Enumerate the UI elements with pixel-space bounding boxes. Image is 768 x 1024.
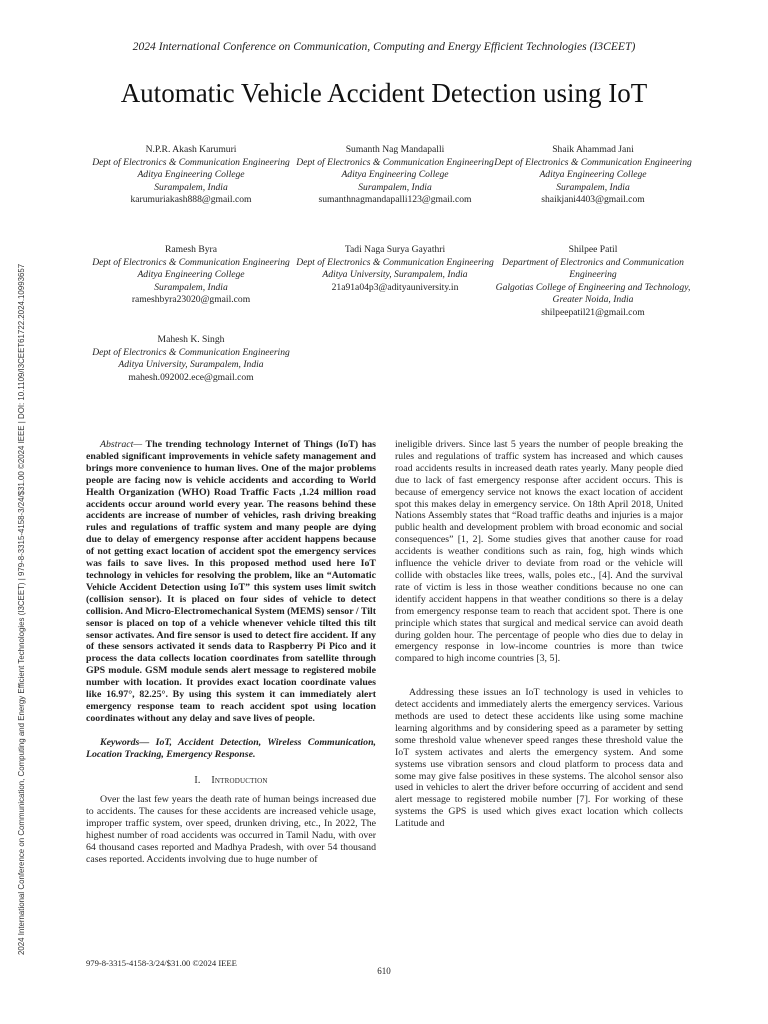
abstract-lead: Abstract—	[100, 439, 143, 450]
author-dept: Dept of Electronics & Communication Engineering	[92, 156, 290, 168]
author-block	[488, 144, 698, 207]
footer-copyright: 979-8-3315-4158-3/24/$31.00 ©2024 IEEE	[86, 958, 237, 968]
author-name: Tadi Naga Surya Gayathri	[344, 244, 446, 255]
conference-header: 2024 International Conference on Communication, Computing and Energy Efficient Technologies (I3CEET)	[132, 40, 636, 53]
author-email: 21a91a04p3@adityauniversity.in	[331, 281, 459, 293]
author-name: N.P.R. Akash Karumuri	[145, 144, 237, 155]
body-paragraph: Addressing these issues an IoT technology is used in vehicles to detect accidents and immediately alerts the emergency services. Various methods are used to detect these accidents like using some machine learning algorithms and by considering speed as a parameter by setting some threshold value whenever speed ranges these threshold value the IoT system activates and alerts the emergency system. And some systems use vibration sensors and cloud platform to process data and some may give false positives in these systems. The alcohol sensor also used in vehicles to alert the driver before occurring of accident and send alert message to registered mobile number [7]. For working of these systems the GPS is used which gives exact location which collects Latitude and	[395, 687, 683, 830]
author-email: shaikjani4403@gmail.com	[541, 194, 645, 206]
author-dept: Dept of Electronics & Communication Engineering	[296, 156, 494, 168]
author-org: Aditya University, Surampalem, India	[118, 359, 264, 371]
section-heading	[86, 775, 376, 787]
author-block	[488, 244, 698, 320]
author-name: Sumanth Nag Mandapalli	[345, 144, 445, 155]
author-dept: Department of Electronics and Communication Engineering	[502, 256, 684, 281]
author-email: karumuriakash888@gmail.com	[130, 194, 252, 206]
author-location: Surampalem, India	[154, 181, 228, 193]
author-org: Aditya University, Surampalem, India	[322, 269, 468, 281]
page-number: 610	[377, 966, 391, 976]
author-name: Shilpee Patil	[568, 244, 618, 255]
author-block	[290, 244, 500, 294]
intro-paragraph: Over the last few years the death rate of human beings increased due to accidents. The causes for these accidents are increased vehicle usage, improper traffic system, over speed, drunken driving, etc., In 2022, The highest number of road accidents was occurred in Tamil Nadu, with over 64 thousand cases reported and Madhya Pradesh, with over 54 thousand cases reported. Accidents involving due to huge number of	[86, 794, 376, 865]
section-title: Introduction	[211, 774, 268, 786]
author-dept: Dept of Electronics & Communication Engineering	[92, 346, 290, 358]
author-org: Aditya Engineering College	[539, 169, 647, 181]
author-name: Ramesh Byra	[165, 244, 217, 255]
paper-title: Automatic Vehicle Accident Detection using IoT	[120, 78, 648, 108]
author-org: Galgotias College of Engineering and Technology, Greater Noida, India	[495, 281, 691, 306]
author-email: sumanthnagmandapalli123@gmail.com	[318, 194, 472, 206]
keywords-lead: Keywords—	[100, 736, 150, 748]
author-email: mahesh.092002.ece@gmail.com	[128, 371, 254, 383]
doi-side-text: 2024 International Conference on Communication, Computing and Energy Efficient Technologies (I3CEET) | 979-8-3315-4158-3/24/$31.00 ©2024 IEEE | DOI: 10.1109/I3CEET61722.2024.10993657	[17, 263, 26, 955]
author-name: Shaik Ahammad Jani	[552, 144, 634, 155]
right-column	[395, 439, 683, 830]
doi-side-strip	[14, 95, 28, 955]
author-org: Aditya Engineering College	[341, 169, 449, 181]
author-block	[86, 334, 296, 384]
author-dept: Dept of Electronics & Communication Engineering	[494, 156, 692, 168]
author-email: rameshbyra23020@gmail.com	[131, 294, 251, 306]
author-name: Mahesh K. Singh	[157, 334, 225, 345]
author-block	[290, 144, 500, 207]
keywords	[86, 737, 376, 761]
author-email: shilpeepatil21@gmail.com	[541, 306, 645, 318]
author-block	[86, 244, 296, 307]
author-location: Surampalem, India	[358, 181, 432, 193]
author-location: Surampalem, India	[556, 181, 630, 193]
author-dept: Dept of Electronics & Communication Engineering	[92, 256, 290, 268]
abstract	[86, 439, 376, 725]
left-column	[86, 439, 376, 866]
keywords-text: IoT, Accident Detection, Wireless Communication, Location Tracking, Emergency Response.	[86, 736, 376, 760]
author-org: Aditya Engineering College	[137, 269, 245, 281]
author-dept: Dept of Electronics & Communication Engineering	[296, 256, 494, 268]
section-number: I.	[194, 774, 201, 786]
abstract-text: The trending technology Internet of Things (IoT) has enabled significant improvements in vehicle safety management and brings more convenience to human lives. One of the major problems people are facing now is vehicle accidents and according to World Health Organization (WHO) Road Traffic Facts ,1.24 million road accidents occur around world every year. The reasons behind these accidents are increase of number of vehicles, rash driving breaking rules and regulations of traffic system and many people are dying due to delay of emergency response after accident happens because of not getting exact location of accident spot the emergency services was fails to save lives. In this proposed method used here IoT technology in vehicles for resolving the problem, like an “Automatic Vehicle Accident Detection using IoT” this system uses limit switch (collision sensor). It is placed on four sides of vehicle to detect collision. And Micro-Electromechanical System (MEMS) sensor / Tilt sensor is placed on top of a vehicle whenever vehicle tilted this tilt sensor activates. And fire sensor is used to detect fire accident. If any of these sensors activated it sends data to Raspberry Pi Pico and it process the data collects location coordinates from satellite through GPS module. GSM module sends alert message to registered mobile number with location. It provides exact location coordinate values like 16.97°, 82.25°. By using this system it can immediately alert emergency response team to reach accident spot using location coordinates without any delay and save lives of people.	[86, 439, 377, 724]
body-paragraph: ineligible drivers. Since last 5 years the number of people breaking the rules and regulations of traffic system has increased and which causes road accidents results in increased death rates yearly. Many people died due to lack of fast emergency response after accident occurs. This is because of emergency service not knows the exact location of accident spot this makes delay in emergency service. On 18th April 2018, United Nations Assembly states that “Road traffic deaths and injuries is a major public health and development problem with broad economic and social consequences” [1, 2]. Some studies gives that another cause for road accidents is weather conditions such as rain, fog, high winds which influence the vehicle driver to deviate from road or the vehicle will collide with obstacles like trees, walls, poles etc., [4]. And the survival rate of victim is less in those weather conditions because no one can identify accident happens in that weather conditions so there is a delay from emergency response team to reach that accident spot. There is one principle which states that surgical and medical service can avoid death during golden hour. The percentage of people who dies due to delay in emergency response in low-income countries is more than twice compared to high income countries [3, 5].	[395, 439, 683, 665]
author-location: Surampalem, India	[154, 281, 228, 293]
author-block	[86, 144, 296, 207]
author-org: Aditya Engineering College	[137, 169, 245, 181]
